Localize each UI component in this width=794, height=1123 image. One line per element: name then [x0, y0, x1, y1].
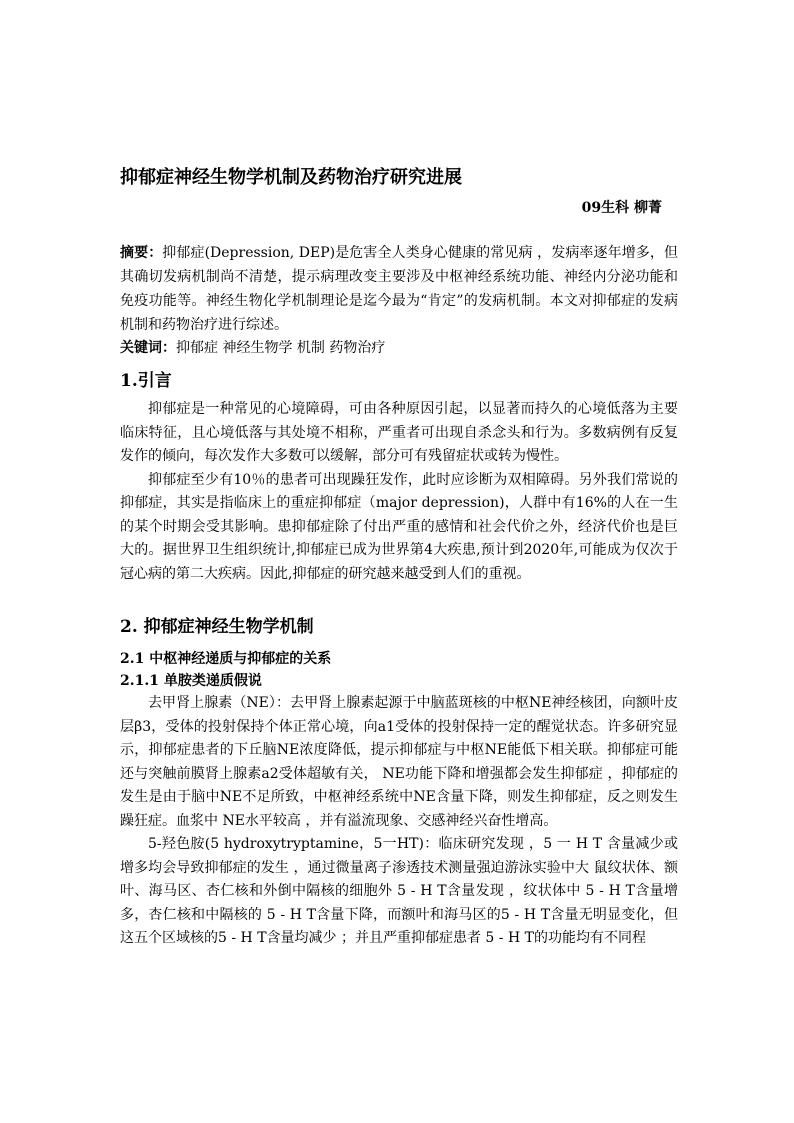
document-title: 抑郁症神经生物学机制及药物治疗研究进展: [120, 167, 462, 188]
subsection-2-1-heading: 2.1 中枢神经递质与抑郁症的关系: [120, 651, 332, 667]
section1-paragraph-2: 抑郁症至少有10％的患者可出现躁狂发作，此时应诊断为双相障碍。另外我们常说的抑郁症，其实是指临床上的重症抑郁症（major depression)，人群中有16%的人在一生的某个时期会受其影响。患抑郁症除了付出严重的感情和社会代价之外，经济代价也是巨大的。据世界卫生组织统计,抑郁症已成为世界第4大疾患,预计到2020年,可能成为仅次于冠心病的第二大疾病。因此,抑郁症的研究越来越受到人们的重视。: [120, 471, 678, 582]
section1-heading: 1.引言: [120, 371, 172, 391]
document-page: [120, 163, 678, 951]
keywords-text: 抑郁症 神经生物学 机制 药物治疗: [176, 340, 386, 356]
section2-heading: 2. 抑郁症神经生物学机制: [120, 617, 314, 637]
subsection-2-1-1-heading: 2.1.1 单胺类递质假说: [120, 673, 262, 689]
abstract: [120, 241, 678, 337]
section1-paragraph-1: 抑郁症是一种常见的心境障碍，可由各种原因引起，以显著而持久的心境低落为主要临床特征，且心境低落与其处境不相称，严重者可出现自杀念头和行为。多数病例有反复发作的倾向，每次发作大多数可以缓解，部分可有残留症状或转为慢性。: [120, 401, 678, 464]
section2-paragraph-5ht: 5-羟色胺(5 hydroxytryptamine，5一HT)：临床研究发现 ，5 一 H T 含量减少或增多均会导致抑郁症的发生 ，通过微量离子渗透技术测量强迫游泳实验中大 鼠纹状体、额叶、海马区、杏仁核和外倒中隔核的细胞外 5 - H T含量发现 ，纹状体中 5 - H T含量增多，杏仁核和中隔核的 5 - H T含量下降，而额叶和海马区的5 - H T含量无明显变化，但这五个区域核的5 - H T含量均减少 ；并且严重抑郁症患者 5 - H T的功能均有不同程: [120, 836, 678, 946]
keywords: [120, 336, 678, 360]
document-author: 09生科 柳菁: [581, 200, 662, 216]
abstract-text: 抑郁症(Depression, DEP)是危害全人类身心健康的常见病 ，发病率逐年增多，但其确切发病机制尚不清楚，提示病理改变主要涉及中枢神经系统功能、神经内分泌功能和免疫功能等。神经生物化学机制理论是迄今最为“肯定”的发病机制。本文对抑郁症的发病机制和药物治疗进行综述。: [120, 245, 678, 333]
section2-paragraph-ne: 去甲肾上腺素（NE）：去甲肾上腺素起源于中脑蓝斑核的中枢NE神经核团，向额叶皮层β3，受体的投射保持个体正常心境，向a1受体的投射保持一定的醒觉状态。许多研究显示，抑郁症患者的下丘脑NE浓度降低，提示抑郁症与中枢NE能低下相关联。抑郁症可能还与突触前膜肾上腺素a2受体超敏有关， NE功能下降和增强都会发生抑郁症 ，抑郁症的发生是由于脑中NE不足所致，中枢神经系统中NE含量下降，则发生抑郁症，反之则发生躁狂症。血浆中 NE水平较高 ，并有溢流现象、交感神经兴奋性增高。: [120, 695, 678, 829]
keywords-label: 关键词：: [120, 340, 176, 356]
abstract-label: 摘要：: [120, 245, 163, 261]
